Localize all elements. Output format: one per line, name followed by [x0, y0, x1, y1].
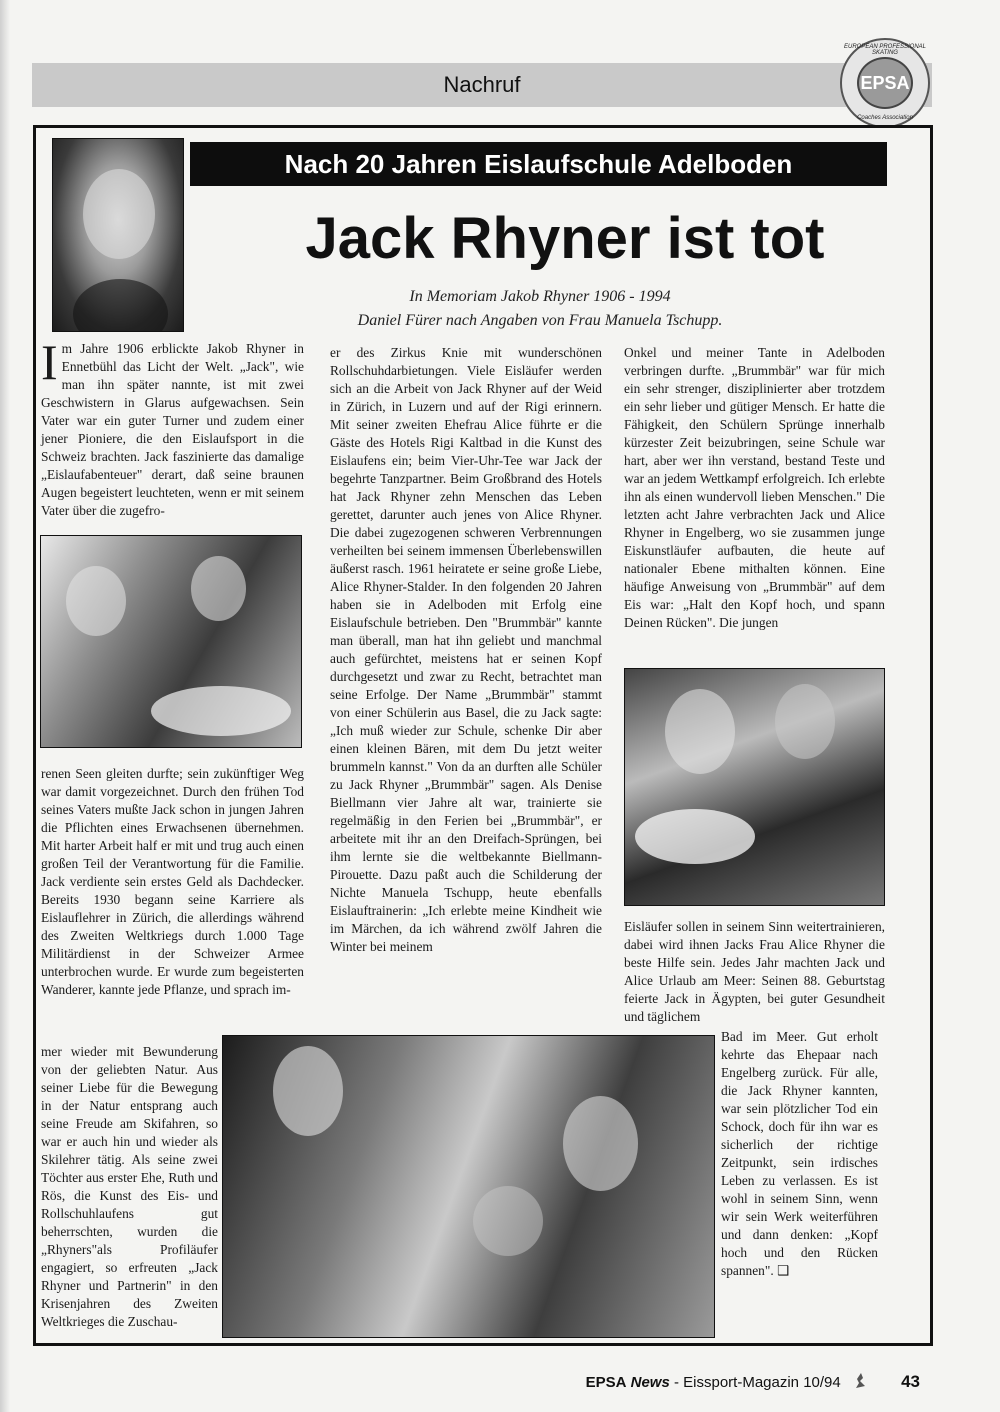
section-header: Nachruf [32, 63, 932, 107]
footer-magazine: - Eissport-Magazin 10/94 [673, 1374, 841, 1391]
column-3-middle [624, 918, 885, 1026]
logo-text: EPSA [857, 57, 913, 109]
article-kicker: Nach 20 Jahren Eislaufschule Adelboden [190, 142, 887, 186]
column-1-middle-text: renen Seen gleiten durfte; sein zukünftiger Weg war damit vorgezeichnet. Durch den frühen Tod seines Vaters mußte Jack schon in jungen Jahren die Pflichten eines Erwachsenen übernehmen. Mit harter Arbeit half er mit und trug auch einen großen Teil der Verantwortung für die Familie. Jack verdiente sein erstes Geld als Dachdecker. Bereits 1930 begann seine Karriere als Eislauflehrer in Zürich, die allerdings während des Zweiten Weltkriegs durch 1.000 Tage Militärdienst in der Schweizer Armee unterbrochen wurde. Er wurde zum begeisterten Wanderer, kannte jede Pflanze, und sprach im- [41, 766, 304, 997]
column-3-bottom-copy: Bad im Meer. Gut erholt kehrte das Ehepaar nach Engelberg zurück. Für alle, die Jack Rhyner kannten, war sein plötzlicher Tod ein Schock, doch für ihn war es sicherlich der richtige Zeitpunkt, sein irdisches Leben zu verlassen. Es ist wohl in seinem Sinn, wenn wir sein Werk weiterführen und dann denken: „Kopf hoch und den Rücken spannen". [721, 1029, 878, 1278]
column-1-middle [41, 765, 304, 999]
column-1-bottom [41, 1043, 218, 1331]
photo-jack-and-alice-dining [40, 535, 302, 748]
page-footer [560, 1372, 920, 1392]
column-1-bottom-text: mer wieder mit Bewunderung von der geliebten Natur. Aus seiner Liebe für die Bewegung in der Natur entsprang auch seine Freude am Skifahren, so war er auch hin und wieder als Skilehrer tätig. Als seine zwei Töchter aus erster Ehe, Ruth und Rös, die Kunst des Eis- und Rollschuhlaufens gut beherrschten, wurden die „Rhyners"als Profiläufer engagiert, so erfreuten „Jack Rhyner und Partnerin" in den Krisenjahren des Zweiten Weltkrieges die Zuschau- [41, 1044, 218, 1329]
drop-cap: I [41, 334, 58, 390]
column-3-bottom [721, 1028, 878, 1280]
column-1-top [41, 334, 304, 520]
column-3-bottom-text [721, 1028, 878, 1280]
article-subline-memoriam: In Memoriam Jakob Rhyner 1906 - 1994 [409, 288, 671, 305]
logo-ring-bottom-text: Coaches Association [857, 115, 913, 121]
column-3-top [624, 344, 885, 632]
page-number: 43 [901, 1372, 920, 1391]
column-2-text: er des Zirkus Knie mit wunderschönen Rollschuhdarbietungen. Viele Eisläufer werden sich an die Arbeit von Jack Rhyner auf der Weid in Zürich, in Luzern und auf der Rigi erinnern. Mit seiner zweiten Ehefrau Alice führte er die Gäste des Hotels Rigi Kaltbad in die Kunst des Eislaufens ein; beim Vier-Uhr-Tee war Jack der begehrte Tanzpartner. Beim Großbrand des Hotels hat Jack Rhyner zehn Menschen das Leben gerettet, darunter auch jenes von Alice Rhyner. Die dabei zugezogenen schweren Verbrennungen verheilten bei seinem immensen Überlebenswillen äußerst rasch. 1961 heiratete er seine große Liebe, Alice Rhyner-Stalder. In den folgenden 20 Jahren haben sie in Adelboden mit Erfolg eine Eislaufschule betrieben. Den "Brummbär" kannte man überall, man hat ihn geliebt und manchmal auch gefürchtet, meistens hat er seinen Kopf durchgesetzt und zwar zu Recht, betrachtet man seine Erfolge. Der Name „Brummbär" stammt von einer Schülerin aus Basel, die zu Jack sagte: „Ich muß wieder zur Schule, schenke Dir aber einen kleinen Bären, mit dem Du jetzt weiter brummeln kannst." Von da an durften alle Schüler zu Jack Rhyner „Brummbär" sagen. Als Denise Biellmann vier Jahre alt war, trainierte sie regelmäßig in den Ferien bei „Brummbär", er arbeitete mit ihr an den Dreifach-Sprüngen, bei ihm lernte sie die weltbekannte Biellmann-Pirouette. Dazu paßt auch die Schilderung der Nichte Manuela Tschupp, heute ebenfalls Eislauftrainerin: „Ich erlebte meine Kindheit wie im Märchen, da ich während zwölf Jahren die Winter bei meinem [330, 345, 602, 954]
epsa-logo [840, 38, 930, 128]
portrait-photo [52, 138, 184, 332]
logo-ring-top-text: EUROPEAN PROFESSIONAL SKATING [843, 44, 927, 56]
scan-edge [0, 0, 10, 1412]
column-3-top-text: Onkel und meiner Tante in Adelboden verbringen durfte. „Brummbär" war für mich ein sehr strenger, disziplinierter aber trotzdem ein sehr lieber und gütiger Mensch. Er hatte die Fähigkeit, den Schülern Sprünge innerhalb kürzester Zeit beizubringen, seine Schule war hart, aber wer ihn verstand, bestand Teste und war an jedem Wettkampf erfolgreich. Ich erlebte ihn als einen wundervoll lieben Menschen." Die letzten acht Jahre verbrachten Jack und Alice Rhyner in Engelberg, wo sie zusammen junge Eiskunstläufer aufbauten, die heute auf nationaler Ebene mithalten können. Eine häufige Anweisung von „Brummbär" auf dem Eis war: „Halt den Kopf hoch, und spann Deinen Rücken". Die jungen [624, 345, 885, 630]
photo-biellmann-with-jack [222, 1035, 715, 1338]
footer-brand: EPSA [585, 1374, 627, 1391]
column-2 [330, 344, 602, 956]
photo-jack-and-alice-with-skates [624, 668, 885, 906]
column-3-middle-text: Eisläufer sollen in seinem Sinn weitertrainieren, dabei wird ihnen Jacks Frau Alice Rhyner die beste Hilfe sein. Jedes Jahr machten Jack und Alice Urlaub am Meer: Seinen 88. Geburtstag feierte Jack in Ägypten, bei guter Gesundheit und täglichem [624, 919, 885, 1024]
footer-brand-italic: News [630, 1374, 670, 1391]
article-subline-author: Daniel Fürer nach Angaben von Frau Manuela Tschupp. [357, 312, 723, 329]
article-headline: Jack Rhyner ist tot [305, 206, 825, 271]
skater-icon [853, 1372, 869, 1390]
end-mark: ❑ [777, 1263, 790, 1278]
column-1-top-text: m Jahre 1906 erblickte Jakob Rhyner in Ennetbühl das Licht der Welt. „Jack", wie man ihn später nannte, ist mit zwei Geschwistern in Glarus aufgewachsen. Sein Vater war ein guter Turner und zudem einer jener Pioniere, die den Eislaufsport in die Schweiz brachten. Jack faszinierte das damalige „Eislaufabenteuer" derart, daß seine braunen Augen begeistert leuchteten, wenn er mit seinem Vater über die zugefro- [41, 341, 304, 518]
